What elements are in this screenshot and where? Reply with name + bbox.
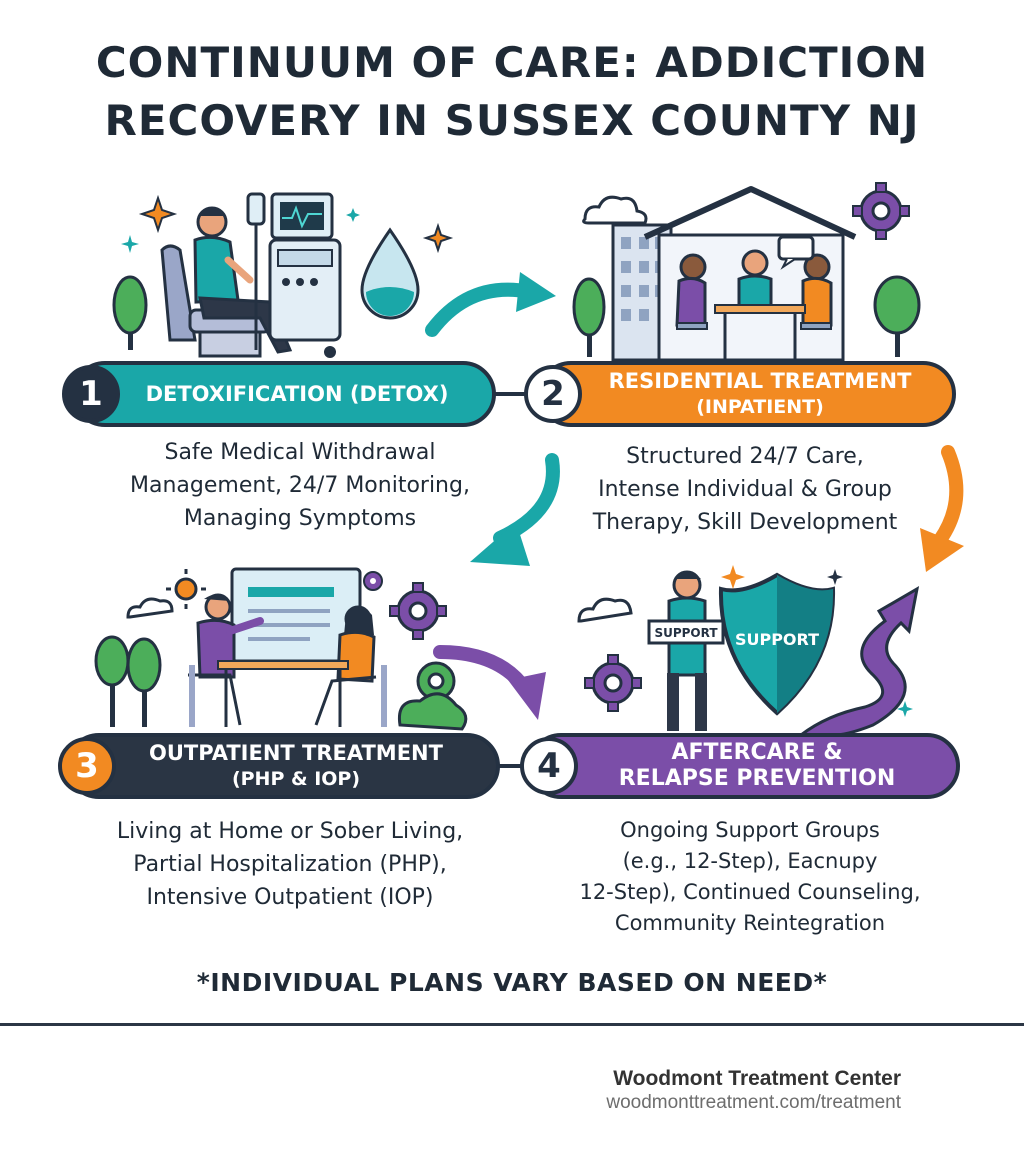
description-line: Living at Home or Sober Living, xyxy=(116,819,464,844)
branding xyxy=(606,1066,901,1114)
description-line: Management, 24/7 Monitoring, xyxy=(130,473,470,498)
step-3-label xyxy=(66,733,500,799)
step-1-number-badge: 1 xyxy=(62,365,120,423)
step-3-description xyxy=(70,815,510,914)
divider xyxy=(0,1023,1024,1026)
step-4-number-badge: 4 xyxy=(520,737,578,795)
description-line: Safe Medical Withdrawal xyxy=(164,440,436,465)
description-line: (e.g., 12-Step), Eacnupy xyxy=(622,849,878,873)
description-line: Therapy, Skill Development xyxy=(592,510,898,535)
step-3-label-line: OUTPATIENT TREATMENT xyxy=(149,741,443,765)
arrow-3-to-4-icon xyxy=(440,652,546,720)
step-2-label xyxy=(538,361,956,427)
brand-name: Woodmont Treatment Center xyxy=(613,1067,901,1090)
connector-1-2 xyxy=(494,392,528,396)
description-line: Intense Individual & Group xyxy=(598,477,892,502)
title-line-2: RECOVERY IN SUSSEX COUNTY NJ xyxy=(104,96,920,145)
step-4-label-line: AFTERCARE & xyxy=(671,740,843,765)
description-line: Ongoing Support Groups xyxy=(620,818,880,842)
step-4-label xyxy=(528,733,960,799)
step-2-description xyxy=(540,440,950,539)
title-line-1: CONTINUUM OF CARE: ADDICTION xyxy=(95,38,929,87)
arrow-1-to-2-icon xyxy=(432,272,556,330)
step-1-label-line: DETOXIFICATION (DETOX) xyxy=(145,382,449,406)
description-line: Partial Hospitalization (PHP), xyxy=(133,852,447,877)
sign-label: SUPPORT xyxy=(654,626,718,640)
step-2-label-subline: (INPATIENT) xyxy=(696,396,824,418)
description-line: Structured 24/7 Care, xyxy=(626,444,864,469)
step-1-label xyxy=(72,361,496,427)
step-3-number-badge: 3 xyxy=(58,737,116,795)
step-4-label-subline: RELAPSE PREVENTION xyxy=(618,766,896,791)
footnote: *INDIVIDUAL PLANS VARY BASED ON NEED* xyxy=(196,968,828,997)
description-line: Community Reintegration xyxy=(614,911,886,935)
step-3-label-subline: (PHP & IOP) xyxy=(231,768,361,790)
step-1-description xyxy=(80,436,520,535)
description-line: Intensive Outpatient (IOP) xyxy=(146,885,434,910)
connector-3-4 xyxy=(498,764,522,768)
brand-url[interactable]: woodmonttreatment.com/treatment xyxy=(606,1092,901,1113)
step-2-label-line: RESIDENTIAL TREATMENT xyxy=(608,369,912,393)
step-2-number-badge: 2 xyxy=(524,365,582,423)
description-line: Managing Symptoms xyxy=(183,506,417,531)
step-4-description xyxy=(530,815,970,939)
description-line: 12-Step), Continued Counseling, xyxy=(579,880,921,904)
shield-label: SUPPORT xyxy=(734,630,820,649)
